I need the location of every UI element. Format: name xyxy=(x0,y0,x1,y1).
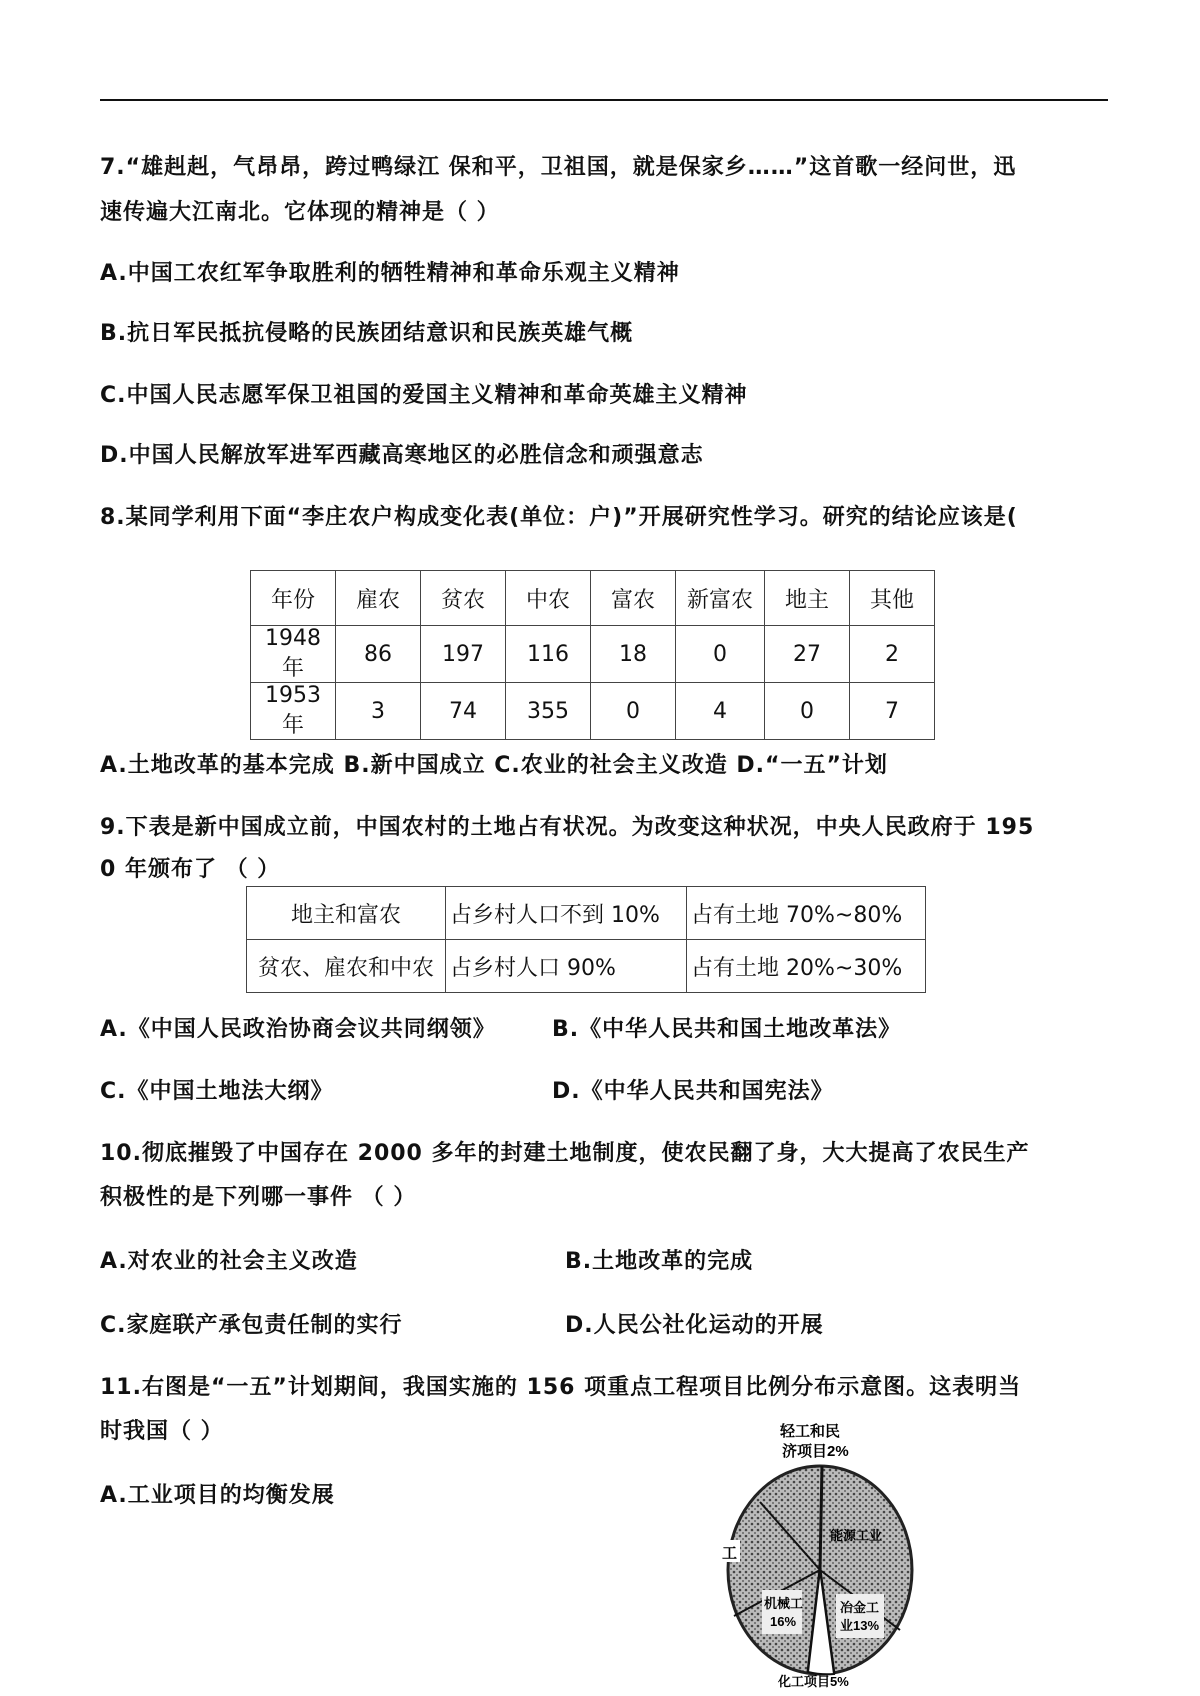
table-cell: 0 xyxy=(591,683,676,740)
q9-stem-line2: 0 年颁布了 （ ） xyxy=(100,857,281,882)
table-cell: 7 xyxy=(850,683,935,740)
q10-option-c[interactable]: C.家庭联产承包责任制的实行 xyxy=(100,1313,403,1338)
table-cell: 贫农、雇农和中农 xyxy=(247,940,446,993)
q7-stem-line2: 速传遍大江南北。它体现的精神是（ ） xyxy=(100,200,500,225)
q8-stem-line1: 8.某同学利用下面“李庄农户构成变化表(单位：户)”开展研究性学习。研究的结论应该是( xyxy=(100,505,1018,530)
table-cell: 占乡村人口不到 10% xyxy=(446,887,687,940)
pie-label-top: 轻工和民 xyxy=(780,1423,841,1440)
table-row xyxy=(247,887,926,940)
table-header-cell: 其他 xyxy=(850,571,935,626)
pie-label-bottom: 化工项目5% xyxy=(778,1674,849,1689)
q10-option-b[interactable]: B.土地改革的完成 xyxy=(565,1249,754,1274)
table-row xyxy=(251,683,935,740)
table-header-cell: 富农 xyxy=(591,571,676,626)
table-header-cell: 新富农 xyxy=(676,571,765,626)
table-cell: 0 xyxy=(676,626,765,683)
q9-land-table xyxy=(246,886,926,993)
table-row xyxy=(247,940,926,993)
table-cell: 197 xyxy=(421,626,506,683)
q11-pie-figure xyxy=(690,1420,950,1690)
q9-option-d[interactable]: D.《中华人民共和国宪法》 xyxy=(552,1079,834,1104)
table-cell: 2 xyxy=(850,626,935,683)
pie-label-inner-right: 冶金工 xyxy=(840,1600,880,1615)
table-row xyxy=(251,626,935,683)
q11-option-a[interactable]: A.工业项目的均衡发展 xyxy=(100,1483,335,1508)
table-cell: 116 xyxy=(506,626,591,683)
pie-label-left: 工 xyxy=(722,1545,738,1562)
table-cell: 355 xyxy=(506,683,591,740)
q9-stem-line1: 9.下表是新中国成立前，中国农村的土地占有状况。为改变这种状况，中央人民政府于 195 xyxy=(100,815,1035,840)
q9-option-b[interactable]: B.《中华人民共和国土地改革法》 xyxy=(552,1017,902,1042)
q10-option-d[interactable]: D.人民公社化运动的开展 xyxy=(565,1313,824,1338)
q10-option-a[interactable]: A.对农业的社会主义改造 xyxy=(100,1249,358,1274)
table-header-cell: 中农 xyxy=(506,571,591,626)
table-header-cell: 地主 xyxy=(765,571,850,626)
pie-label-mid: 能源工业 xyxy=(830,1528,883,1543)
q8-options[interactable]: A.土地改革的基本完成 B.新中国成立 C.农业的社会主义改造 D.“一五”计划 xyxy=(100,753,888,778)
q7-option-d[interactable]: D.中国人民解放军进军西藏高寒地区的必胜信念和顽强意志 xyxy=(100,443,704,468)
table-header-cell: 贫农 xyxy=(421,571,506,626)
q11-stem-line2: 时我国（ ） xyxy=(100,1419,224,1444)
q10-stem-line2: 积极性的是下列哪一事件 （ ） xyxy=(100,1185,417,1210)
q11-stem-line1: 11.右图是“一五”计划期间，我国实施的 156 项重点工程项目比例分布示意图。这表明当 xyxy=(100,1375,1022,1400)
pie-label-top-value: 济项目2% xyxy=(782,1443,849,1460)
table-cell: 0 xyxy=(765,683,850,740)
pie-slice-divider xyxy=(820,1466,822,1570)
q7-option-c[interactable]: C.中国人民志愿军保卫祖国的爱国主义精神和革命英雄主义精神 xyxy=(100,383,748,408)
table-header-row xyxy=(251,571,935,626)
table-header-cell: 雇农 xyxy=(336,571,421,626)
q9-option-a[interactable]: A.《中国人民政治协商会议共同纲领》 xyxy=(100,1017,496,1042)
table-cell: 3 xyxy=(336,683,421,740)
q9-option-c[interactable]: C.《中国土地法大纲》 xyxy=(100,1079,334,1104)
pie-label-inner-right-value: 业13% xyxy=(840,1618,880,1633)
q7-stem-line1: 7.“雄赳赳，气昂昂，跨过鸭绿江 保和平，卫祖国，就是保家乡……”这首歌一经问世，迅 xyxy=(100,155,1017,180)
pie-label-inner-left: 机械工 xyxy=(764,1596,804,1611)
table-header-cell: 年份 xyxy=(251,571,336,626)
table-cell: 4 xyxy=(676,683,765,740)
table-cell: 占乡村人口 90% xyxy=(446,940,687,993)
table-cell: 86 xyxy=(336,626,421,683)
table-cell: 74 xyxy=(421,683,506,740)
table-cell: 27 xyxy=(765,626,850,683)
table-cell: 18 xyxy=(591,626,676,683)
pie-label-inner-left-value: 16% xyxy=(770,1614,797,1629)
table-cell: 占有土地 20%~30% xyxy=(687,940,926,993)
q10-stem-line1: 10.彻底摧毁了中国存在 2000 多年的封建土地制度，使农民翻了身，大大提高了农民生产 xyxy=(100,1141,1030,1166)
table-cell: 1953 年 xyxy=(251,683,336,740)
table-cell: 占有土地 70%~80% xyxy=(687,887,926,940)
header-rule xyxy=(100,99,1108,101)
q8-household-table xyxy=(250,570,935,740)
q7-option-a[interactable]: A.中国工农红军争取胜利的牺牲精神和革命乐观主义精神 xyxy=(100,261,680,286)
table-cell: 地主和富农 xyxy=(247,887,446,940)
q7-option-b[interactable]: B.抗日军民抵抗侵略的民族团结意识和民族英雄气概 xyxy=(100,321,634,346)
table-cell: 1948 年 xyxy=(251,626,336,683)
